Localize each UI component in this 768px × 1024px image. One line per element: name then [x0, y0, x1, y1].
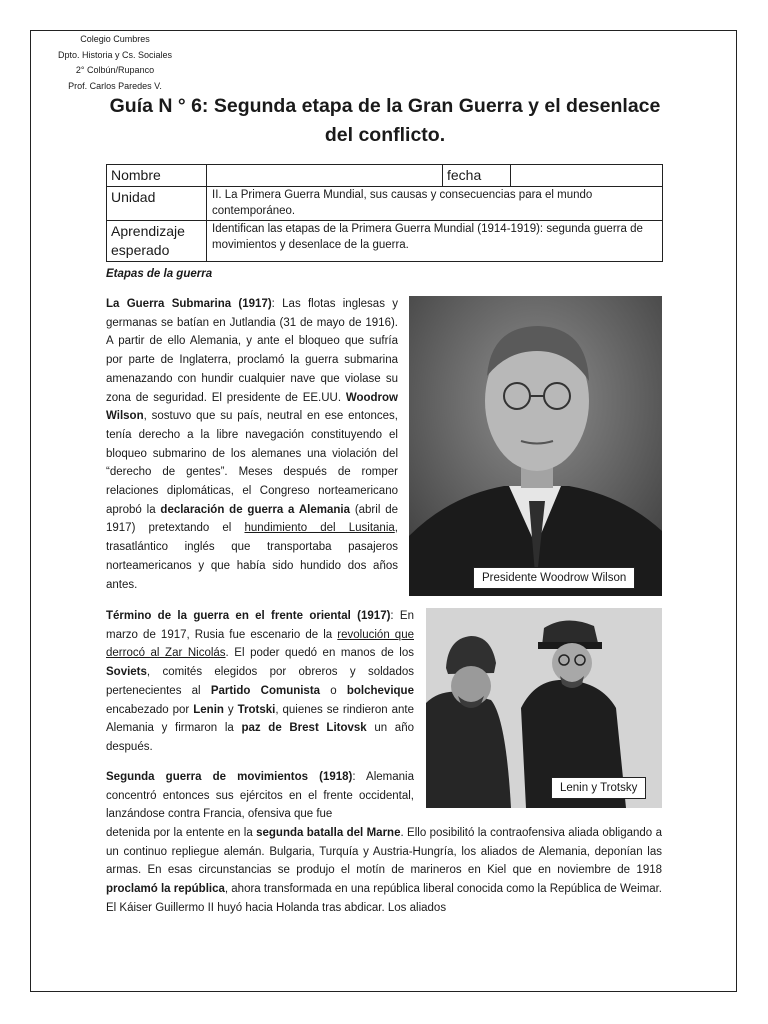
nombre-label: Nombre — [107, 165, 207, 187]
guide-title — [90, 92, 680, 150]
photo-caption-wilson: Presidente Woodrow Wilson — [473, 567, 635, 589]
photo-woodrow-wilson — [409, 296, 662, 596]
aprendizaje-label — [107, 221, 207, 262]
bold-span: Trotski — [237, 703, 276, 716]
bold-span: segunda batalla del Marne — [256, 827, 401, 839]
photo-lenin-trotsky — [426, 608, 662, 808]
text-span: un año después. — [106, 722, 414, 753]
text-span: o — [320, 684, 347, 697]
text-span: : En marzo de 1917, Rusia fue escenario de la — [106, 610, 414, 641]
text-span: (abril de 1917) pretextando el — [106, 503, 398, 535]
nombre-field[interactable] — [207, 165, 443, 187]
paragraph-marne-and-armistice — [106, 824, 662, 918]
text-span: detenida por la entente en la — [106, 827, 257, 839]
paragraph-submarine-war — [106, 295, 398, 594]
info-table — [106, 164, 663, 262]
paragraph-second-war-of-movements — [106, 768, 414, 824]
bold-span: proclamó la república — [106, 883, 225, 896]
guide-title-line-2: del conflicto. — [324, 124, 446, 146]
photo-caption-lenin-trotsky: Lenin y Trotsky — [551, 777, 646, 799]
text-span: encabezado por — [106, 703, 194, 716]
school-header — [40, 32, 190, 94]
underlined-span: hundimiento del Lusitania — [244, 522, 395, 535]
second-war-heading: Segunda guerra de movimientos (1918) — [106, 771, 353, 783]
aprendizaje-value: Identifican las etapas de la Primera Guerra Mundial (1914-1919): segunda guerra de movimientos y desenlace de la guerra. — [207, 221, 663, 262]
text-span: y — [223, 703, 238, 716]
submarine-war-heading: La Guerra Submarina (1917) — [106, 298, 272, 310]
eastern-front-heading: Término de la guerra en el frente oriental (1917) — [106, 610, 391, 622]
text-span: , trasatlántico inglés que transportaba pasajeros norteamericanos y que había sido hundido dos años antes. — [106, 522, 398, 591]
bold-span: Soviets — [106, 666, 147, 679]
unidad-value: II. La Primera Guerra Mundial, sus causas y consecuencias para el mundo contemporáneo. — [207, 187, 663, 221]
underlined-span: revolución que derrocó al Zar Nicolás — [106, 628, 414, 660]
course-name: 2° Colbún/Rupanco — [75, 65, 155, 75]
text-span: , sostuvo que su país, neutral en ese entonces, tenía derecho a la libre navegación constituyendo el bloqueo submarino de los alemanes una violación del “derecho de gentes”. Meses después de romper relaciones diplomáticas, el Congreso norteamericano aprobó la — [106, 410, 398, 516]
text-span: . Ello posibilitó la contraofensiva aliada obligando a un continuo repliegue alemán. Bulgaria, Turquía y Austria-Hungría, los aliados de Alemania, deponían las armas. En esas circunstancias se produjo el motín de marineros en Kiel que en noviembre de 1918 — [106, 827, 662, 877]
text-span: , quienes se rindieron ante Alemania y firmaron la — [106, 703, 414, 735]
fecha-label: fecha — [443, 165, 511, 187]
text-span: , ahora transformada en una república liberal conocida como la República de Weimar. El Káiser Guillermo II huyó hacia Holanda tras abdicar. Los aliados — [106, 883, 662, 914]
section-heading: Etapas de la guerra — [106, 268, 213, 280]
bold-span: bolchevique — [346, 684, 414, 697]
text-span: , comités elegidos por obreros y soldados pertenecientes al — [106, 666, 414, 697]
department-name: Dpto. Historia y Cs. Sociales — [57, 49, 173, 60]
aprendizaje-label-line-1: Aprendizaje — [111, 223, 185, 239]
paragraph-eastern-front — [106, 607, 414, 757]
fecha-field[interactable] — [511, 165, 663, 187]
teacher-name: Prof. Carlos Paredes V. — [68, 80, 162, 91]
text-span: . El poder quedó en manos de los — [225, 647, 414, 660]
bold-span: paz de Brest Litovsk — [241, 722, 367, 735]
aprendizaje-label-line-2: esperado — [111, 242, 170, 258]
guide-title-line-1: Guía N ° 6: Segunda etapa de la Gran Guerra y el desenlace — [109, 95, 661, 117]
unidad-label: Unidad — [107, 187, 207, 221]
wilson-portrait-image — [409, 296, 662, 596]
school-name: Colegio Cumbres — [80, 34, 150, 44]
bold-span: Partido Comunista — [210, 684, 321, 697]
bold-span: declaración de guerra a Alemania — [160, 503, 350, 516]
text-span: : Las flotas inglesas y germanas se batían en Jutlandia (31 de mayo de 1916). A partir de ello Alemania, y ante el bloqueo que sufría por parte de Inglaterra, proclamó la guerra submarina amenazando con hundir cualquier nave que violase su zona de seguridad. El presidente de EE.UU. — [106, 298, 398, 404]
text-span: : Alemania concentró entonces sus ejércitos en el frente occidental, lanzándose contra Francia, ofensiva que fue — [106, 771, 415, 821]
bold-span: Woodrow Wilson — [106, 391, 398, 423]
bold-span: Lenin — [193, 703, 224, 716]
